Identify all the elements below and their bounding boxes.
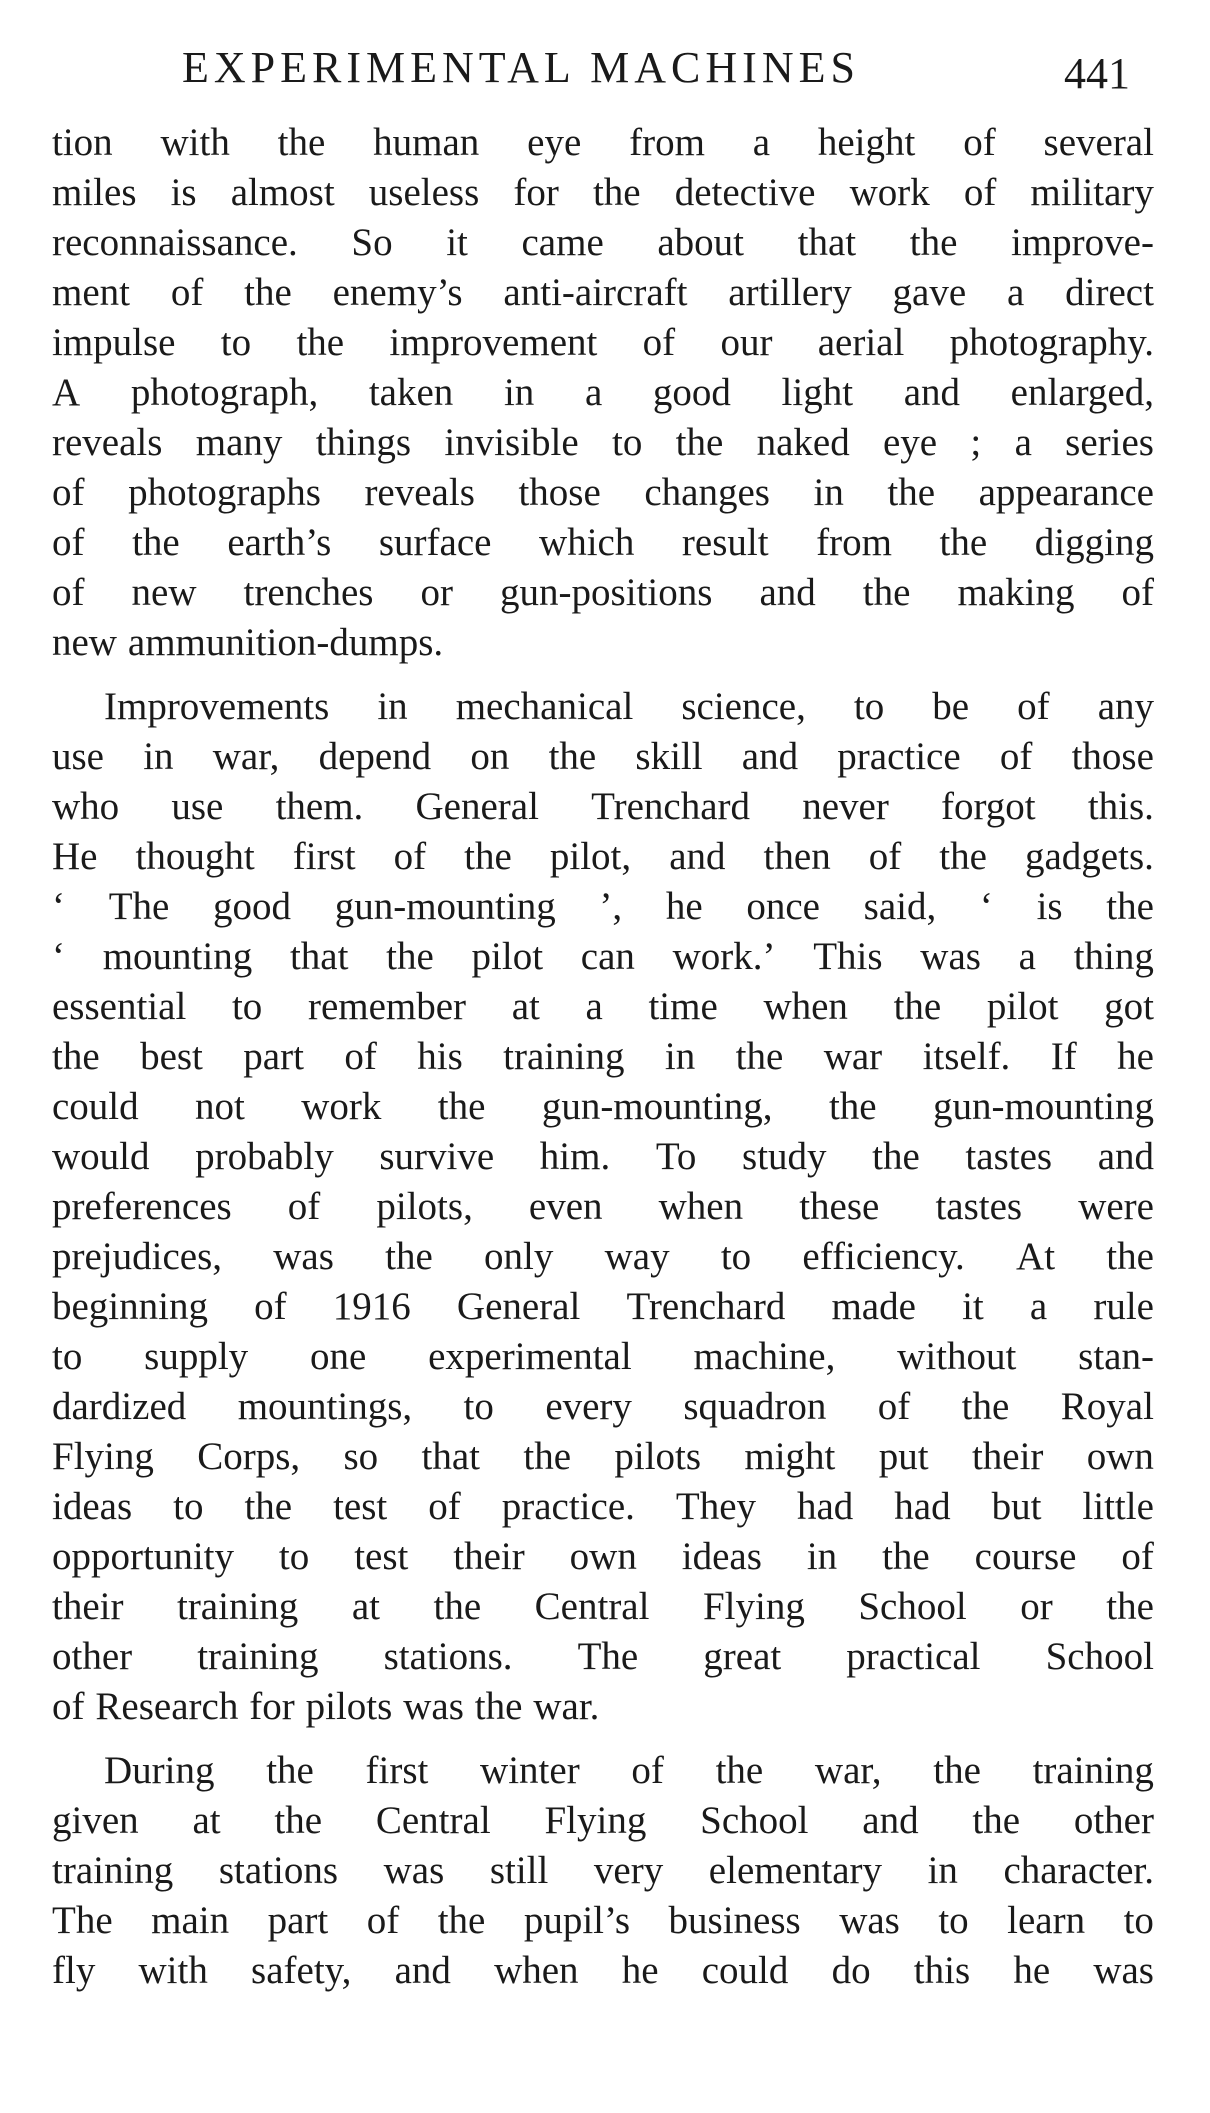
text-line: Flying Corps, so that the pilots might put their own — [52, 1435, 1154, 1478]
text-line: He thought first of the pilot, and then of the gadgets. — [52, 835, 1154, 878]
text-line: of Research for pilots was the war. — [52, 1685, 600, 1728]
paragraph-3 — [52, 1746, 1154, 1996]
text-line: ideas to the test of practice. They had had but little — [52, 1485, 1154, 1528]
text-line: training stations was still very elementary in character. — [52, 1849, 1154, 1892]
text-line: impulse to the improvement of our aerial photography. — [52, 321, 1154, 364]
text-line: tion with the human eye from a height of several — [52, 121, 1154, 164]
text-line: opportunity to test their own ideas in the course of — [52, 1535, 1154, 1578]
paragraph-1 — [52, 118, 1154, 668]
text-line: essential to remember at a time when the pilot got — [52, 985, 1154, 1028]
text-line: other training stations. The great practical School — [52, 1635, 1154, 1678]
text-line: ‘ The good gun-mounting ’, he once said, ‘ is the — [52, 885, 1154, 928]
text-line: of new trenches or gun-positions and the making of — [52, 571, 1154, 614]
text-line: new ammunition-dumps. — [52, 621, 444, 664]
text-line: to supply one experimental machine, without stan- — [52, 1335, 1154, 1378]
text-line: ‘ mounting that the pilot can work.’ This was a thing — [52, 935, 1154, 978]
body-text — [52, 118, 1154, 1996]
text-line: ment of the enemy’s anti-aircraft artillery gave a direct — [52, 271, 1154, 314]
text-line: of the earth’s surface which result from the digging — [52, 521, 1154, 564]
text-line: who use them. General Trenchard never forgot this. — [52, 785, 1154, 828]
text-line: their training at the Central Flying School or the — [52, 1585, 1154, 1628]
text-line: Improvements in mechanical science, to be of any — [104, 685, 1154, 728]
page-number: 441 — [1064, 49, 1130, 98]
text-line: reconnaissance. So it came about that the improve- — [52, 221, 1154, 264]
running-head — [52, 38, 1152, 98]
text-line: would probably survive him. To study the tastes and — [52, 1135, 1154, 1178]
text-line: During the first winter of the war, the training — [104, 1749, 1154, 1792]
text-line: of photographs reveals those changes in the appearance — [52, 471, 1154, 514]
text-line: given at the Central Flying School and the other — [52, 1799, 1154, 1842]
text-line: The main part of the pupil’s business was to learn to — [52, 1899, 1154, 1942]
text-line: preferences of pilots, even when these tastes were — [52, 1185, 1154, 1228]
text-line: reveals many things invisible to the naked eye ; a series — [52, 421, 1154, 464]
text-line: the best part of his training in the war itself. If he — [52, 1035, 1154, 1078]
text-line: use in war, depend on the skill and practice of those — [52, 735, 1154, 778]
running-title: EXPERIMENTAL MACHINES — [182, 43, 860, 92]
paragraph-2 — [52, 682, 1154, 1732]
text-line: could not work the gun-mounting, the gun-mounting — [52, 1085, 1154, 1128]
text-line: miles is almost useless for the detective work of military — [52, 171, 1154, 214]
text-line: dardized mountings, to every squadron of the Royal — [52, 1385, 1154, 1428]
text-line: prejudices, was the only way to efficiency. At the — [52, 1235, 1154, 1278]
text-line: A photograph, taken in a good light and enlarged, — [52, 371, 1154, 414]
text-line: beginning of 1916 General Trenchard made it a rule — [52, 1285, 1154, 1328]
text-line: fly with safety, and when he could do this he was — [52, 1949, 1154, 1992]
